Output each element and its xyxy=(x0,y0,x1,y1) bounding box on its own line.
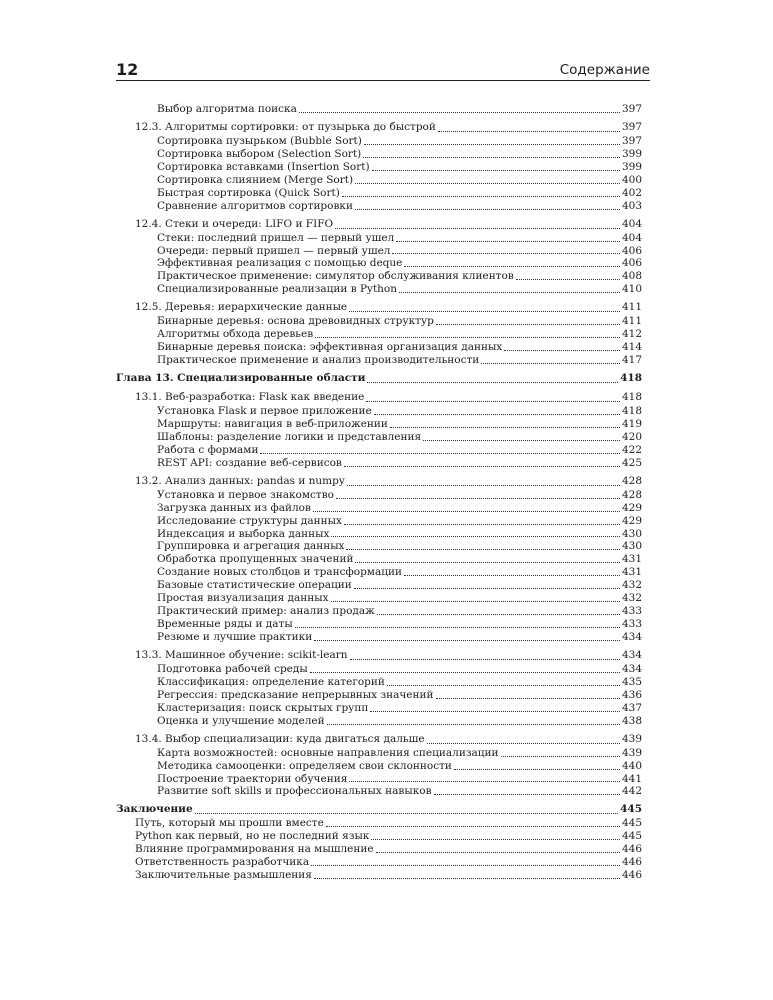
toc-entry-page: 441 xyxy=(621,772,642,785)
toc-entry-page: 435 xyxy=(621,675,642,688)
toc-entry-page: 418 xyxy=(620,372,642,384)
page-header xyxy=(116,60,650,82)
toc-subsection-entry xyxy=(116,605,642,618)
dot-leader xyxy=(349,311,620,312)
toc-entry-page: 439 xyxy=(621,732,642,745)
toc-entry-title: Путь, который мы прошли вместе xyxy=(135,817,324,830)
toc-entry-title: Исследование структуры данных xyxy=(157,514,342,527)
toc-subsection-entry xyxy=(116,830,642,843)
dot-leader xyxy=(427,743,620,744)
toc-entry-page: 425 xyxy=(621,456,642,469)
dot-leader xyxy=(396,241,620,242)
toc-entry-title: Сортировка вставками (Insertion Sort) xyxy=(157,160,370,173)
toc-entry-page: 438 xyxy=(621,714,642,727)
toc-subsection-entry xyxy=(116,515,642,528)
toc-entry-title: Построение траектории обучения xyxy=(157,772,348,785)
dot-leader xyxy=(349,781,620,782)
toc-entry-title: Бинарные деревья поиска: эффективная организация данных xyxy=(157,341,503,354)
dot-leader xyxy=(371,839,620,840)
toc-subsection-entry xyxy=(116,856,642,869)
dot-leader xyxy=(370,711,620,712)
toc-subsection-entry xyxy=(116,328,642,341)
toc-entry-title: Влияние программирования на мышление xyxy=(135,843,374,856)
dot-leader xyxy=(387,685,620,686)
dot-leader xyxy=(423,440,620,441)
dot-leader xyxy=(342,196,620,197)
toc-entry-title: Установка и первое знакомство xyxy=(157,488,334,501)
toc-entry-title: 12.5. Деревья: иерархические данные xyxy=(135,301,348,314)
toc-chapter-entry xyxy=(116,802,642,817)
dot-leader xyxy=(327,724,620,725)
toc-subsection-entry xyxy=(116,869,642,882)
toc-subsection-entry xyxy=(116,715,642,728)
dot-leader xyxy=(295,627,620,628)
toc-subsection-entry xyxy=(116,566,642,579)
toc-entry-title: Практическое применение: симулятор обслуживания клиентов xyxy=(157,270,514,283)
dot-leader xyxy=(399,292,620,293)
toc-subsection-entry xyxy=(116,747,642,760)
dot-leader xyxy=(311,865,620,866)
dot-leader xyxy=(504,350,620,351)
dot-leader xyxy=(336,498,620,499)
toc-entry-page: 446 xyxy=(621,843,642,856)
toc-entry-title: Быстрая сортировка (Quick Sort) xyxy=(157,186,340,199)
dot-leader xyxy=(346,549,619,550)
toc-section-entry xyxy=(116,648,642,663)
toc-entry-title: 12.4. Стеки и очереди: LIFO и FIFO xyxy=(135,217,334,230)
toc-subsection-entry xyxy=(116,103,642,116)
toc-subsection-entry xyxy=(116,431,642,444)
dot-leader xyxy=(355,183,620,184)
toc-entry-page: 404 xyxy=(621,217,642,230)
dot-leader xyxy=(516,279,620,280)
dot-leader xyxy=(344,466,620,467)
toc-subsection-entry xyxy=(116,174,642,187)
toc-entry-title: Ответственность разработчика xyxy=(135,856,310,869)
dot-leader xyxy=(367,382,618,383)
toc-entry-title: Обработка пропущенных значений xyxy=(157,553,354,566)
toc-entry-page: 399 xyxy=(621,160,642,173)
toc-entry-title: Базовые статистические операции xyxy=(157,579,352,592)
page-number: 12 xyxy=(116,60,139,79)
dot-leader xyxy=(354,588,620,589)
header-rule xyxy=(116,80,650,81)
table-of-contents xyxy=(116,103,642,882)
toc-entry-title: Кластеризация: поиск скрытых групп xyxy=(157,701,369,714)
toc-subsection-entry xyxy=(116,135,642,148)
toc-entry-page: 419 xyxy=(621,417,642,430)
toc-subsection-entry xyxy=(116,676,642,689)
toc-subsection-entry xyxy=(116,405,642,418)
toc-entry-page: 446 xyxy=(621,856,642,869)
toc-entry-page: 406 xyxy=(621,244,642,257)
toc-subsection-entry xyxy=(116,148,642,161)
toc-entry-page: 429 xyxy=(621,501,642,514)
toc-entry-page: 434 xyxy=(621,631,642,643)
dot-leader xyxy=(315,337,620,338)
toc-entry-page: 406 xyxy=(621,257,642,270)
dot-leader xyxy=(350,659,620,660)
toc-entry-page: 434 xyxy=(621,648,642,661)
toc-entry-title: Бинарные деревья: основа древовидных структур xyxy=(157,315,434,328)
dot-leader xyxy=(331,536,620,537)
toc-entry-title: Простая визуализация данных xyxy=(157,592,329,605)
toc-entry-title: Временные ряды и даты xyxy=(157,618,293,631)
dot-leader xyxy=(372,170,620,171)
toc-subsection-entry xyxy=(116,161,642,174)
toc-subsection-entry xyxy=(116,553,642,566)
toc-entry-title: Работа с формами xyxy=(157,443,259,456)
toc-subsection-entry xyxy=(116,689,642,702)
toc-entry-page: 412 xyxy=(621,328,642,341)
toc-entry-page: 420 xyxy=(621,430,642,443)
dot-leader xyxy=(314,640,620,641)
toc-section-entry xyxy=(116,217,642,232)
toc-subsection-entry xyxy=(116,232,642,245)
toc-entry-title: Методика самооценки: определяем свои склонности xyxy=(157,759,452,772)
dot-leader xyxy=(366,401,620,402)
toc-entry-title: Эффективная реализация с помощью deque xyxy=(157,257,403,270)
toc-subsection-entry xyxy=(116,270,642,283)
toc-entry-page: 404 xyxy=(621,231,642,244)
toc-entry-title: Алгоритмы обхода деревьев xyxy=(157,328,314,341)
toc-subsection-entry xyxy=(116,785,642,798)
toc-entry-page: 440 xyxy=(621,759,642,772)
toc-entry-page: 430 xyxy=(621,527,642,540)
dot-leader xyxy=(260,453,620,454)
toc-section-entry xyxy=(116,120,642,135)
toc-subsection-entry xyxy=(116,702,642,715)
toc-entry-page: 439 xyxy=(621,746,642,759)
toc-entry-page: 397 xyxy=(621,134,642,147)
toc-entry-title: 12.3. Алгоритмы сортировки: от пузырька до быстрой xyxy=(135,120,436,133)
toc-entry-page: 397 xyxy=(621,120,642,133)
dot-leader xyxy=(501,756,620,757)
dot-leader xyxy=(363,157,620,158)
toc-subsection-entry xyxy=(116,489,642,502)
toc-entry-page: 445 xyxy=(621,817,642,830)
toc-entry-title: Шаблоны: разделение логики и представления xyxy=(157,430,422,443)
toc-entry-title: 13.3. Машинное обучение: scikit-learn xyxy=(135,648,348,661)
toc-entry-page: 417 xyxy=(621,354,642,367)
toc-subsection-entry xyxy=(116,592,642,605)
dot-leader xyxy=(313,511,620,512)
dot-leader xyxy=(326,826,620,827)
toc-entry-title: Сравнение алгоритмов сортировки xyxy=(157,199,353,212)
toc-entry-title: REST API: создание веб-сервисов xyxy=(157,456,342,469)
toc-entry-page: 418 xyxy=(621,405,642,417)
toc-entry-page: 430 xyxy=(621,540,642,553)
toc-entry-title: 13.4. Выбор специализации: куда двигаться дальше xyxy=(135,732,425,745)
toc-entry-title: Сортировка пузырьком (Bubble Sort) xyxy=(157,134,362,147)
toc-entry-page: 432 xyxy=(621,579,642,592)
toc-entry-page: 442 xyxy=(621,785,642,798)
toc-entry-page: 408 xyxy=(621,270,642,283)
toc-entry-page: 436 xyxy=(621,688,642,701)
toc-entry-page: 428 xyxy=(621,474,642,487)
toc-entry-title: Стеки: последний пришел — первый ушел xyxy=(157,231,395,244)
dot-leader xyxy=(436,698,620,699)
toc-subsection-entry xyxy=(116,760,642,773)
toc-subsection-entry xyxy=(116,315,642,328)
toc-entry-page: 437 xyxy=(621,701,642,714)
dot-leader xyxy=(436,324,620,325)
dot-leader xyxy=(404,266,620,267)
toc-subsection-entry xyxy=(116,817,642,830)
dot-leader xyxy=(374,414,620,415)
toc-section-entry xyxy=(116,390,642,405)
dot-leader xyxy=(481,363,620,364)
toc-entry-title: Сортировка выбором (Selection Sort) xyxy=(157,147,362,160)
dot-leader xyxy=(404,575,620,576)
toc-entry-page: 428 xyxy=(621,488,642,501)
dot-leader xyxy=(434,794,620,795)
toc-entry-title: Оценка и улучшение моделей xyxy=(157,714,325,727)
toc-subsection-entry xyxy=(116,444,642,457)
toc-subsection-entry xyxy=(116,618,642,631)
toc-entry-title: Загрузка данных из файлов xyxy=(157,501,311,514)
toc-entry-title: Развитие soft skills и профессиональных навыков xyxy=(157,785,432,798)
toc-entry-page: 433 xyxy=(621,618,642,631)
toc-entry-title: Установка Flask и первое приложение xyxy=(157,405,372,417)
toc-entry-title: Python как первый, но не последний язык xyxy=(135,830,370,843)
toc-entry-page: 403 xyxy=(621,199,642,212)
dot-leader xyxy=(438,131,620,132)
toc-entry-page: 431 xyxy=(621,553,642,566)
toc-entry-page: 411 xyxy=(621,315,642,328)
toc-chapter-entry xyxy=(116,371,642,386)
toc-entry-title: Выбор алгоритма поиска xyxy=(157,103,297,115)
toc-entry-title: 13.2. Анализ данных: pandas и numpy xyxy=(135,474,345,487)
toc-subsection-entry xyxy=(116,457,642,470)
toc-entry-page: 433 xyxy=(621,605,642,618)
toc-subsection-entry xyxy=(116,418,642,431)
dot-leader xyxy=(355,209,620,210)
dot-leader xyxy=(376,852,620,853)
toc-entry-title: Маршруты: навигация в веб-приложении xyxy=(157,417,388,430)
toc-entry-title: Глава 13. Специализированные области xyxy=(116,372,366,384)
toc-entry-page: 434 xyxy=(621,662,642,675)
toc-section-entry xyxy=(116,732,642,747)
dot-leader xyxy=(335,228,620,229)
toc-subsection-entry xyxy=(116,502,642,515)
toc-entry-page: 400 xyxy=(621,173,642,186)
dot-leader xyxy=(347,485,620,486)
toc-subsection-entry xyxy=(116,528,642,541)
toc-entry-title: Подготовка рабочей среды xyxy=(157,662,308,675)
toc-entry-page: 414 xyxy=(621,341,642,354)
dot-leader xyxy=(195,813,618,814)
toc-entry-title: Специализированные реализации в Python xyxy=(157,283,398,296)
toc-entry-page: 445 xyxy=(621,830,642,843)
dot-leader xyxy=(331,601,620,602)
toc-entry-title: 13.1. Веб-разработка: Flask как введение xyxy=(135,391,365,403)
toc-entry-title: Карта возможностей: основные направления специализации xyxy=(157,746,499,759)
toc-entry-page: 410 xyxy=(621,283,642,296)
toc-subsection-entry xyxy=(116,579,642,592)
toc-entry-page: 397 xyxy=(621,103,642,115)
dot-leader xyxy=(310,672,620,673)
toc-entry-title: Создание новых столбцов и трансформации xyxy=(157,566,402,579)
toc-entry-page: 445 xyxy=(620,803,642,816)
toc-subsection-entry xyxy=(116,245,642,258)
toc-subsection-entry xyxy=(116,187,642,200)
toc-subsection-entry xyxy=(116,631,642,644)
dot-leader xyxy=(392,253,619,254)
dot-leader xyxy=(314,878,620,879)
toc-entry-title: Сортировка слиянием (Merge Sort) xyxy=(157,173,354,186)
dot-leader xyxy=(344,524,620,525)
dot-leader xyxy=(390,427,620,428)
toc-entry-page: 399 xyxy=(621,147,642,160)
toc-subsection-entry xyxy=(116,200,642,213)
toc-entry-page: 432 xyxy=(621,592,642,605)
toc-entry-page: 446 xyxy=(621,869,642,882)
toc-entry-title: Группировка и агрегация данных xyxy=(157,540,345,553)
toc-entry-title: Очереди: первый пришел — первый ушел xyxy=(157,244,391,257)
toc-entry-title: Практическое применение и анализ производительности xyxy=(157,354,480,367)
dot-leader xyxy=(355,562,619,563)
toc-entry-title: Регрессия: предсказание непрерывных значений xyxy=(157,688,434,701)
toc-entry-page: 431 xyxy=(621,566,642,579)
toc-section-entry xyxy=(116,300,642,315)
toc-subsection-entry xyxy=(116,843,642,856)
toc-entry-title: Заключение xyxy=(116,803,193,816)
dot-leader xyxy=(364,144,620,145)
toc-subsection-entry xyxy=(116,540,642,553)
toc-entry-page: 422 xyxy=(621,443,642,456)
toc-entry-page: 402 xyxy=(621,186,642,199)
toc-subsection-entry xyxy=(116,341,642,354)
toc-entry-title: Индексация и выборка данных xyxy=(157,527,330,540)
toc-entry-page: 411 xyxy=(621,301,642,314)
toc-subsection-entry xyxy=(116,354,642,367)
dot-leader xyxy=(454,769,620,770)
toc-entry-title: Классификация: определение категорий xyxy=(157,675,385,688)
toc-subsection-entry xyxy=(116,257,642,270)
running-title: Содержание xyxy=(559,62,650,78)
dot-leader xyxy=(299,112,620,113)
toc-subsection-entry xyxy=(116,283,642,296)
toc-entry-page: 429 xyxy=(621,514,642,527)
dot-leader xyxy=(377,614,620,615)
toc-subsection-entry xyxy=(116,663,642,676)
toc-subsection-entry xyxy=(116,773,642,786)
toc-entry-page: 418 xyxy=(621,391,642,403)
toc-entry-title: Заключительные размышления xyxy=(135,869,312,882)
toc-section-entry xyxy=(116,474,642,489)
toc-entry-title: Резюме и лучшие практики xyxy=(157,631,313,643)
toc-entry-title: Практический пример: анализ продаж xyxy=(157,605,375,618)
